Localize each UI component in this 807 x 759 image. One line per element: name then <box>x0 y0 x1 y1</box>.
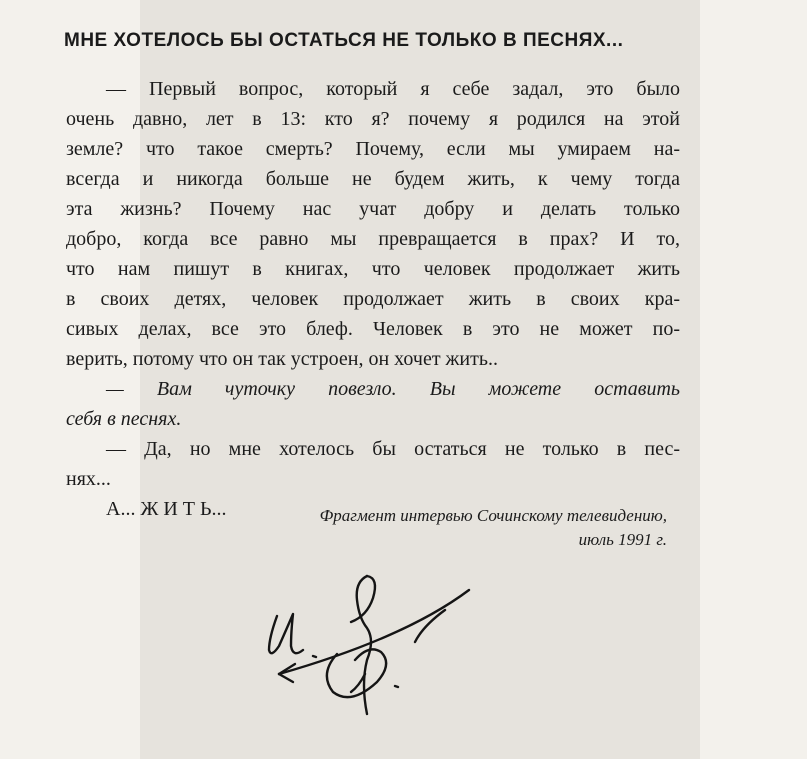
body-text <box>66 74 680 524</box>
source-date: июль 1991 г. <box>578 530 667 549</box>
paragraph-1-line: земле? что такое смерть? Почему, если мы умираем на- <box>66 138 680 160</box>
question-line: себя в песнях. <box>66 408 182 430</box>
paragraph-1-line: верить, потому что он так устроен, он хочет жить.. <box>66 348 498 370</box>
paragraph-1-line: добро, когда все равно мы превращается в прах? И то, <box>66 228 680 250</box>
paragraph-2-line: нях... <box>66 468 111 490</box>
paragraph-1-line: эта жизнь? Почему нас учат добру и делать только <box>66 198 680 220</box>
question-line: — Вам чуточку повезло. Вы можете оставить <box>106 378 680 400</box>
paragraph-2-line: — Да, но мне хотелось бы остаться не только в пес- <box>106 438 680 460</box>
headline: МНЕ ХОТЕЛОСЬ БЫ ОСТАТЬСЯ НЕ ТОЛЬКО В ПЕСНЯХ... <box>64 30 624 51</box>
paragraph-1-line: всегда и никогда больше не будем жить, к чему тогда <box>66 168 680 190</box>
signature-image <box>255 566 485 726</box>
paragraph-1-line: что нам пишут в книгах, что человек продолжает жить <box>66 258 680 280</box>
paragraph-1-line: очень давно, лет в 13: кто я? почему я родился на этой <box>66 108 680 130</box>
source-attribution <box>320 504 667 552</box>
paragraph-1-line: — Первый вопрос, который я себе задал, это было <box>106 78 680 100</box>
closing-line: А... Ж И Т Ь... <box>106 498 227 520</box>
source-line: Фрагмент интервью Сочинскому телевидению, <box>319 506 667 525</box>
paragraph-1-line: в своих детях, человек продолжает жить в своих кра- <box>66 288 680 310</box>
paragraph-1-line: сивых делах, все это блеф. Человек в это не может по- <box>66 318 680 340</box>
